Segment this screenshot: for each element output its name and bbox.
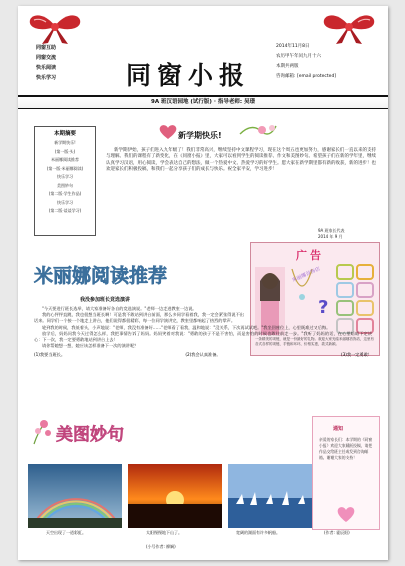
contents-box [34, 126, 96, 236]
red-bow-left-icon [26, 10, 84, 46]
photo-title-text: 美图妙句 [56, 425, 124, 445]
reading-title-text: 米丽娜阅读推荐 [34, 265, 168, 287]
heart-ornament-icon [158, 124, 178, 140]
greeting-body [106, 148, 376, 173]
speech-paragraph: 轮到我的时候，我低着头，小声地说："老师，我没有准备好……"老师看了看我，温和地说："没关系，下次再试试吧。"我坐回座位上，心里既难过又后悔。 [42, 324, 331, 330]
contents-item: 快乐学习 [57, 199, 73, 205]
signature-line: 9A 班家长代表 [318, 228, 345, 233]
issue-pages: 本期共两版 [276, 64, 299, 69]
speech-title: 我没参加班长竞选演讲 [80, 297, 131, 303]
editor-bar: 9A 班汉语园地 (试行版) · 指导老师: 吴璟 [18, 95, 388, 109]
reading-section-title [30, 260, 210, 290]
greeting-paragraph: 新学期伊始，孩子们进入九年级了！我们非常高兴，继续坚持中文课程学习，现在这个周五也更加努力，感谢家长们一直以来的支持与理解。我们的课程有了新变化，在《同窗小报》里，大家可以看到学生的阅读推荐、作文和美图妙句。希望孩子们在新的学年里，继续认真学习汉语，用心阅读，学会表达自己的想法，做一个热爱中文、热爱学习的好学生。愿大家在新学期里都有新的收获，新的进步！也欢迎家长们积极投稿，和我们一起分享孩子们的成长与快乐。祝全家平安，学习进步！ [106, 148, 376, 172]
ad-title: 广告 [296, 249, 324, 262]
photo-caption: 太阳慢慢地下山了。 [146, 530, 182, 535]
speech-paragraph: 我的心怦怦直跳，我也很想当班长啊！可是我不敢站到讲台前面，那么多同学看着我，我一定会紧张得说不出话来。同学们一个接一个地走上讲台，他们说得都很精彩，每一位同学演讲完，教室里都响起了热烈的掌声。 [34, 312, 244, 324]
section-menu [36, 43, 96, 83]
red-bow-right-icon [320, 10, 378, 46]
contents-item: 新学期快乐! [54, 140, 76, 145]
choice-item: (3)我一定勇敢！ [340, 352, 372, 358]
menu-item: 快乐学习 [36, 75, 57, 81]
ad-shop-name: 米丽娜首饰店 [291, 266, 322, 284]
contents-item: (第二版·谈谈学习) [48, 208, 82, 213]
choice-item: (1)我要当班长。 [34, 352, 66, 358]
notice-box [312, 416, 380, 530]
contents-item: (第二版·学生作品) [48, 191, 82, 196]
masthead-title: 同窗小报 [126, 61, 251, 90]
choice-item: (2)我会认真准备。 [185, 352, 221, 358]
photo-section-title [52, 418, 162, 448]
notice-body: 亲爱的家长们：本学期的《同窗小报》欢迎大家踊跃投稿，请把作品交给班主任或发到咨询邮箱。谢谢大家的支持！ [319, 437, 373, 460]
speech-paragraph: 请你帮她想一想，她应该怎样准备下一次的演讲呢？ [42, 343, 139, 349]
sunset-photo [128, 464, 222, 528]
speech-paragraph: 放学后，妈妈问我今天过得怎么样，我把事情告诉了妈妈。妈妈笑着对我说："勇敢的孩子不是不害怕，而是害怕的时候也敢往前走一步。"我听了妈妈的话，在心里暗暗下定决心：下一次，我一定要勇敢地站到讲台上去！ [34, 330, 372, 343]
gift-heart-icon [335, 505, 357, 523]
contents-item: 米丽娜阅读推荐 [51, 157, 79, 162]
ad-caption: 一条精美的项链，就是一份最好的礼物。欢迎大家光临米丽娜首饰店，这里有各式各样的项链、手链和耳环，价格实惠，款式新颖。 [255, 337, 374, 346]
greeting-title: 新学期快乐! [178, 131, 222, 140]
issue-info [276, 42, 384, 82]
photo-caption: 宽阔的湖面有许多帆船。 [236, 530, 280, 535]
sailboats-photo [228, 464, 322, 528]
contents-item: 美图妙句 [57, 182, 73, 188]
rainbow-photo [28, 464, 122, 528]
issue-date: 2014年11月8日 [276, 44, 310, 49]
newsletter-page [18, 6, 388, 560]
contents-item: (第一版·米丽娜阅读) [46, 165, 84, 171]
photo-credit: (小号作者: 柳娴) [146, 544, 176, 549]
signature-line: 2014 年 9 月 [318, 234, 343, 239]
notice-title: 通知 [333, 426, 344, 432]
notice-author: (作者: 霍辰阳) [324, 530, 350, 535]
svg-text:?: ? [318, 297, 329, 317]
speech-text [34, 306, 372, 358]
contents-title: 本期摘要 [53, 131, 76, 137]
flower-ornament-icon [238, 120, 278, 140]
menu-item: 快乐阅读 [36, 65, 57, 71]
issue-contact: 咨询邮箱: [email protected] [276, 74, 337, 79]
photo-caption: 天空出现了一道彩虹。 [46, 530, 86, 535]
speech-choices [34, 351, 372, 358]
greeting-signature [318, 228, 378, 240]
menu-item: 同窗交流 [36, 55, 57, 61]
speech-paragraph: "今天要进行班长选举，请大家准备好各自的竞选演说。"老师一边走进教室一边说。 [42, 306, 197, 311]
contents-item: 快乐学习 [57, 174, 73, 179]
contents-item: (第一版·头) [54, 148, 76, 154]
issue-lunar-date: 农历甲午年闰九月十六 [276, 54, 321, 59]
menu-item: 同窗互助 [36, 45, 57, 51]
